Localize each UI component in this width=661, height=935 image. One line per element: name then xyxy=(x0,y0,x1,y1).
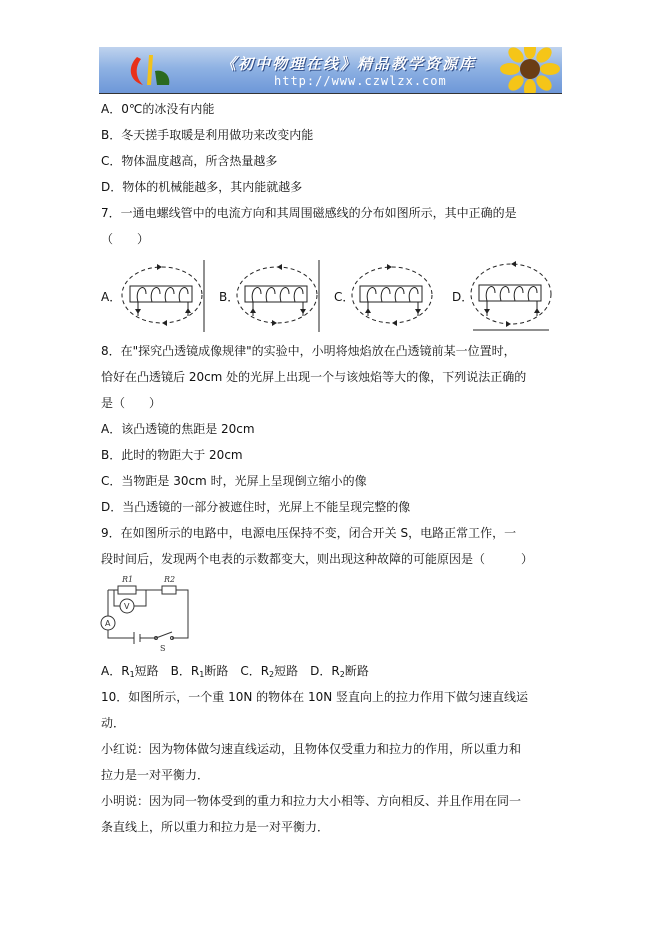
q6-option-c: C．物体温度越高，所含热量越多 xyxy=(101,154,278,168)
q10-xiaohong-1: 小红说：因为物体做匀速直线运动，且物体仅受重力和拉力的作用，所以重力和 xyxy=(101,742,522,756)
q8-option-b: B．此时的物距大于 20cm xyxy=(101,448,243,462)
sunflower-icon xyxy=(490,47,560,93)
q7-label-c: C． xyxy=(334,290,355,304)
q6-option-d: D．物体的机械能越多，其内能就越多 xyxy=(101,180,303,194)
q9-text-2: 段时间后，发现两个电表的示数都变大，则出现这种故障的可能原因是（ ） xyxy=(101,552,534,566)
q6-option-b: B．冬天搓手取暖是利用做功来改变内能 xyxy=(101,128,314,142)
q9-option-b-sub: 1 xyxy=(199,670,205,679)
q10-xiaoming-2: 条直线上，所以重力和拉力是一对平衡力． xyxy=(101,820,330,834)
q7-text: 7．一通电螺线管中的电流方向和其周围磁感线的分布如图所示，其中正确的是 xyxy=(101,206,517,220)
q6-option-a: A．0℃的冰没有内能 xyxy=(101,102,215,116)
header-rule xyxy=(99,93,562,94)
solenoid-figure-c xyxy=(348,258,436,334)
site-url[interactable]: http://www.czwlzx.com xyxy=(274,74,447,88)
q9-option-a-text: A．R xyxy=(101,664,130,678)
q10-xiaoming-1: 小明说：因为同一物体受到的重力和拉力大小相等、方向相反、并且作用在同一 xyxy=(101,794,522,808)
r1-label: R1 xyxy=(122,575,134,584)
q8-text-3: 是（ ） xyxy=(101,396,162,410)
q7-label-a: A． xyxy=(101,290,122,304)
q9-option-c-sub: 2 xyxy=(269,670,275,679)
q10-text-1: 10．如图所示，一个重 10N 的物体在 10N 竖直向上的拉力作用下做匀速直线运 xyxy=(101,690,529,704)
site-logo-icon xyxy=(119,51,179,91)
q9-option-c-text: 断路 C．R xyxy=(204,664,270,678)
q8-option-a: A．该凸透镜的焦距是 20cm xyxy=(101,422,255,436)
switch-label: S xyxy=(160,644,166,653)
q8-option-d: D．当凸透镜的一部分被遮住时，光屏上不能呈现完整的像 xyxy=(101,500,411,514)
q7-label-b: B． xyxy=(219,290,240,304)
q9-option-d-text: 短路 D．R xyxy=(274,664,340,678)
q9-text-1: 9．在如图所示的电路中，电源电压保持不变，闭合开关 S，电路正常工作，一 xyxy=(101,526,517,540)
q10-text-2: 动． xyxy=(101,716,126,730)
q8-text-1: 8．在"探究凸透镜成像规律"的实验中，小明将烛焰放在凸透镜前某一位置时， xyxy=(101,344,516,358)
solenoid-figure-d xyxy=(467,256,555,336)
solenoid-figure-b xyxy=(233,258,321,334)
q9-option-d-sub: 2 xyxy=(339,670,345,679)
q9-option-b-text: 短路 B．R xyxy=(134,664,200,678)
q9-options xyxy=(101,663,369,683)
r2-label: R2 xyxy=(164,575,176,584)
ammeter-label: A xyxy=(105,619,111,628)
voltmeter-label: V xyxy=(124,602,130,611)
solenoid-figure-a xyxy=(118,258,206,334)
site-title: 《初中物理在线》精品教学资源库 xyxy=(221,55,477,73)
circuit-diagram xyxy=(100,574,192,654)
q8-text-2: 恰好在凸透镜后 20cm 处的光屏上出现一个与该烛焰等大的像，下列说法正确的 xyxy=(101,370,527,384)
q10-xiaohong-2: 拉力是一对平衡力． xyxy=(101,768,210,782)
q9-option-a-sub: 1 xyxy=(129,670,135,679)
q9-option-d-tail: 断路 xyxy=(344,664,369,678)
q8-option-c: C．当物距是 30cm 时，光屏上呈现倒立缩小的像 xyxy=(101,474,367,488)
header-banner xyxy=(99,47,562,93)
q7-blank: （ ） xyxy=(101,232,150,246)
q7-label-d: D． xyxy=(452,290,474,304)
